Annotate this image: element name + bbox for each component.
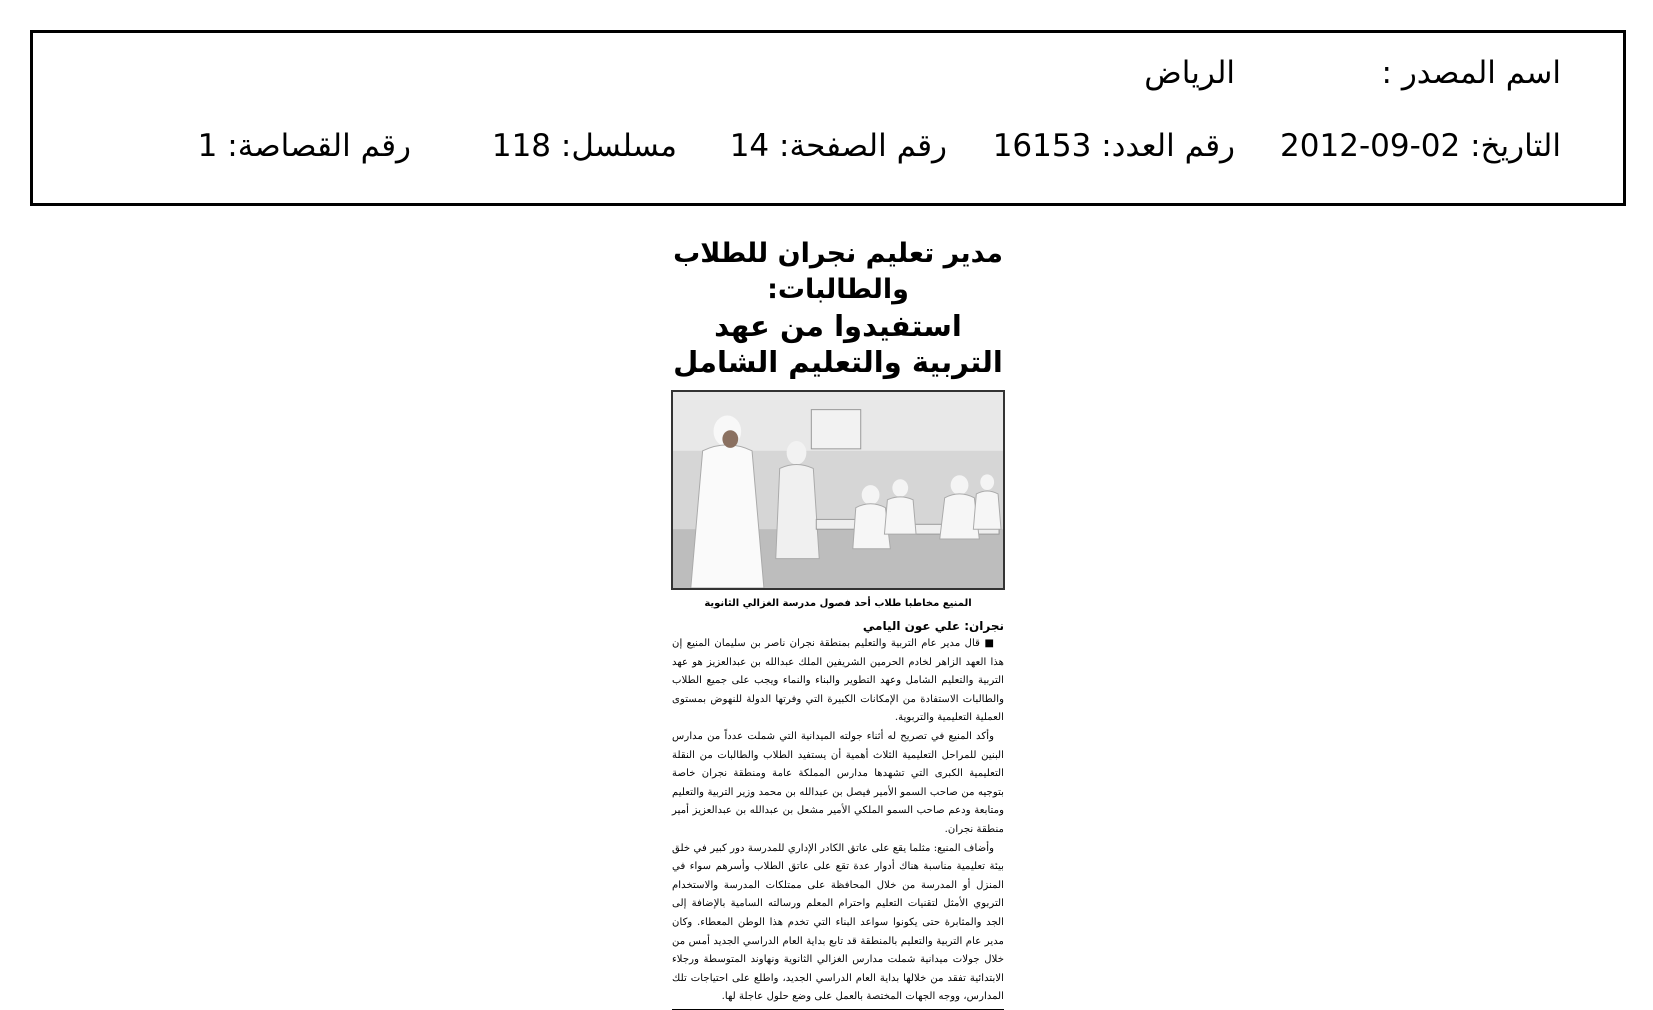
date-label: التاريخ: — [1470, 128, 1561, 164]
issue-value: 16153 — [992, 128, 1092, 164]
source-label: اسم المصدر : — [1381, 55, 1561, 91]
clip-label: رقم القصاصة: — [227, 128, 411, 164]
serial-label: مسلسل: — [560, 128, 677, 164]
headline-line-1: مدير تعليم نجران للطلاب والطالبات: — [673, 238, 1003, 305]
headline — [664, 236, 1012, 380]
headline-line-2: استفيدوا من عهد التربية والتعليم الشامل — [673, 309, 1003, 379]
article-paragraph: ■ قال مدير عام التربية والتعليم بمنطقة نجران ناصر بن سليمان المنيع إن هذا العهد الزاهر لخادم الحرمين الشريفين الملك عبدالله بن عبدالعزيز هو عهد التربية والتعليم الشامل وعهد التطوير والبناء والنماء ويجب على جميع الطلاب والطالبات الاستفادة من الإمكانات الكبيرة التي وفرتها الدولة للنهوض بمستوى العملية التعليمية والتربوية. — [672, 638, 1004, 724]
article-body — [664, 635, 1012, 1007]
date-value: 2012-09-02 — [1280, 128, 1461, 164]
clip-field — [198, 126, 411, 166]
classroom-photo-illustration — [673, 392, 1003, 588]
source-field — [1382, 53, 1561, 93]
source-info-box — [30, 30, 1626, 206]
page-value: 14 — [729, 128, 770, 164]
issue-field — [993, 126, 1235, 166]
serial-field — [492, 126, 677, 166]
source-value: الرياض — [1144, 55, 1235, 91]
photo-caption: المنيع مخاطبا طلاب أحد فصول مدرسة الغزالي الثانوية — [704, 598, 972, 609]
article-photo — [671, 390, 1005, 590]
page-field — [730, 126, 947, 166]
article-paragraph: وأضاف المنيع: مثلما يقع على عاتق الكادر الإداري للمدرسة دور كبير في خلق بيئة تعليمية مناسبة هناك أدوار عدة تقع على عاتق الطلاب وأسرهم سواء في المنزل أو المدرسة من خلال المحافظة على ممتلكات المدرسة والاستخدام التربوي الأمثل لتقنيات التعليم واحترام المعلم ورسالته السامية بالإضافة إلى الجد والمثابرة حتى يكونوا سواعد البناء التي تخدم هذا الوطن المعطاء. وكان مدير عام التربية والتعليم بالمنطقة قد تابع بداية العام الدراسي الجديد أمس من خلال جولات ميدانية شملت مدارس الغزالي الثانوية ونهاوند المتوسطة ورجلاء الابتدائية تفقد من خلالها بداية العام الدراسي الجديد، واطلع على احتياجات تلك المدارس، ووجه الجهات المختصة بالعمل على وضع حلول عاجلة لها. — [672, 842, 1004, 1003]
newspaper-clipping — [664, 236, 1012, 1010]
issue-label: رقم العدد: — [1101, 128, 1235, 164]
page-label: رقم الصفحة: — [779, 128, 947, 164]
byline: نجران: علي عون اليامي — [862, 619, 1004, 633]
date-field — [1280, 126, 1561, 166]
clip-value: 1 — [197, 128, 218, 164]
article-paragraph: وأكد المنيع في تصريح له أثناء جولته الميدانية التي شملت عدداً من مدارس البنين للمراحل التعليمية الثلاث أهمية أن يستفيد الطلاب والطالبات من النقلة التعليمية الكبرى التي تشهدها مدارس المملكة عامة ومنطقة نجران خاصة بتوجيه من صاحب السمو الأمير فيصل بن عبدالله بن محمد وزير التربية والتعليم ومتابعة ودعم صاحب السمو الملكي الأمير مشعل بن عبدالله بن عبدالعزيز أمير منطقة نجران. — [672, 730, 1004, 835]
serial-value: 118 — [491, 128, 552, 164]
